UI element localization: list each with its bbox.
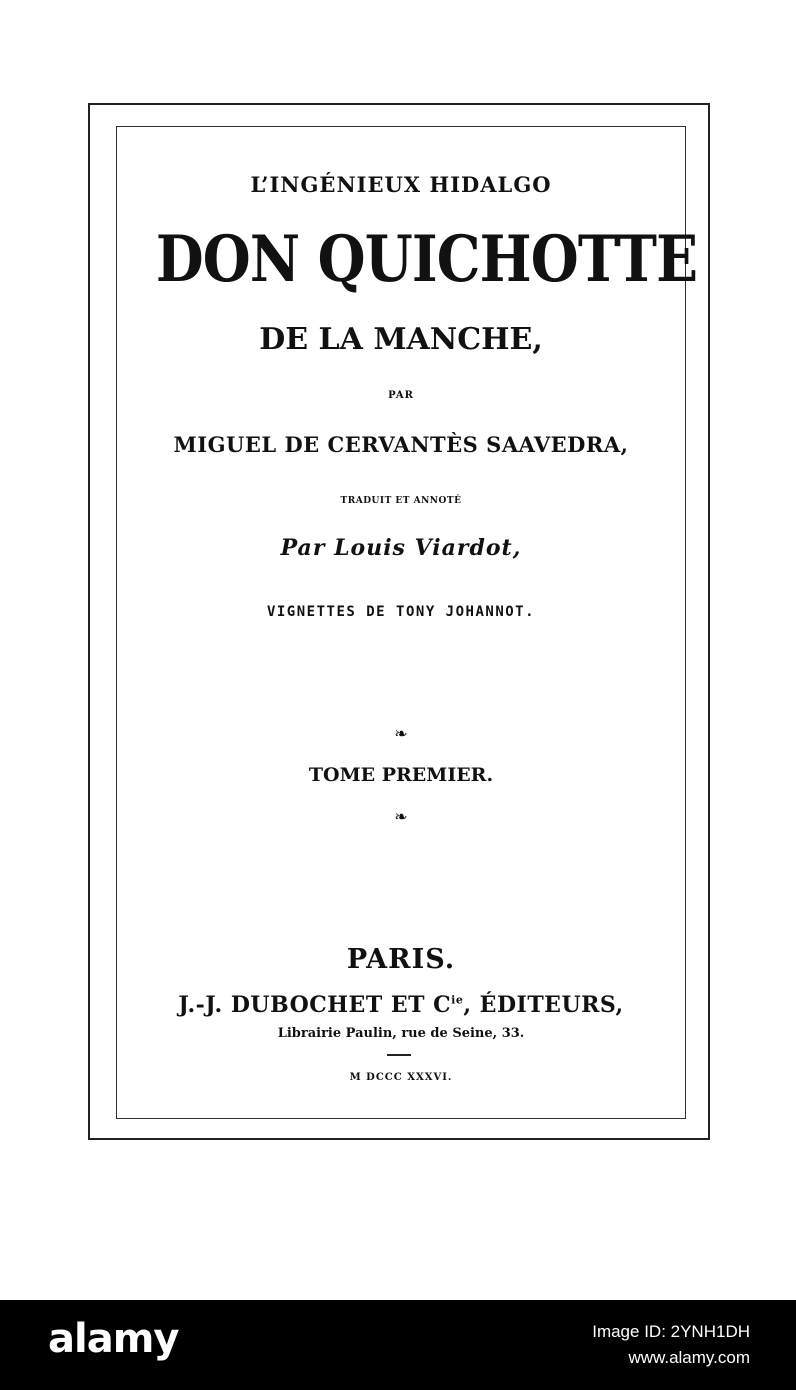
publication-city: PARIS.	[346, 944, 456, 975]
author-name: MIGUEL DE CERVANTÈS SAAVEDRA,	[173, 432, 629, 457]
volume-label: TOME PREMIER.	[308, 764, 494, 786]
ornament-bottom-icon: ❧	[394, 807, 408, 826]
brand-logo: alamy	[48, 1316, 179, 1362]
publisher-superscript: ie	[451, 993, 464, 1007]
book-subtitle: L’INGÉNIEUX HIDALGO	[250, 172, 552, 197]
translator-name: Par Louis Viardot,	[280, 535, 522, 561]
publisher-suffix: , ÉDITEURS,	[463, 992, 624, 1018]
publisher-prefix: J.-J. DUBOCHET ET C	[178, 992, 452, 1018]
by-label: PAR	[388, 390, 414, 401]
site-url-label: www.alamy.com	[628, 1348, 750, 1367]
ornament-top-icon: ❧	[394, 724, 408, 743]
publisher-name	[116, 992, 686, 1018]
book-title-line2: DE LA MANCHE,	[259, 322, 543, 357]
divider-rule	[387, 1054, 411, 1056]
book-title: DON QUICHOTTE	[155, 222, 698, 297]
publication-date: M DCCC XXXVI.	[349, 1072, 453, 1083]
publisher-address: Librairie Paulin, rue de Seine, 33.	[277, 1026, 525, 1041]
image-id-label: Image ID: 2YNH1DH	[592, 1322, 750, 1341]
translated-label: TRADUIT ET ANNOTÉ	[340, 496, 462, 506]
illustrator-credit: VIGNETTES DE TONY JOHANNOT.	[266, 604, 536, 620]
